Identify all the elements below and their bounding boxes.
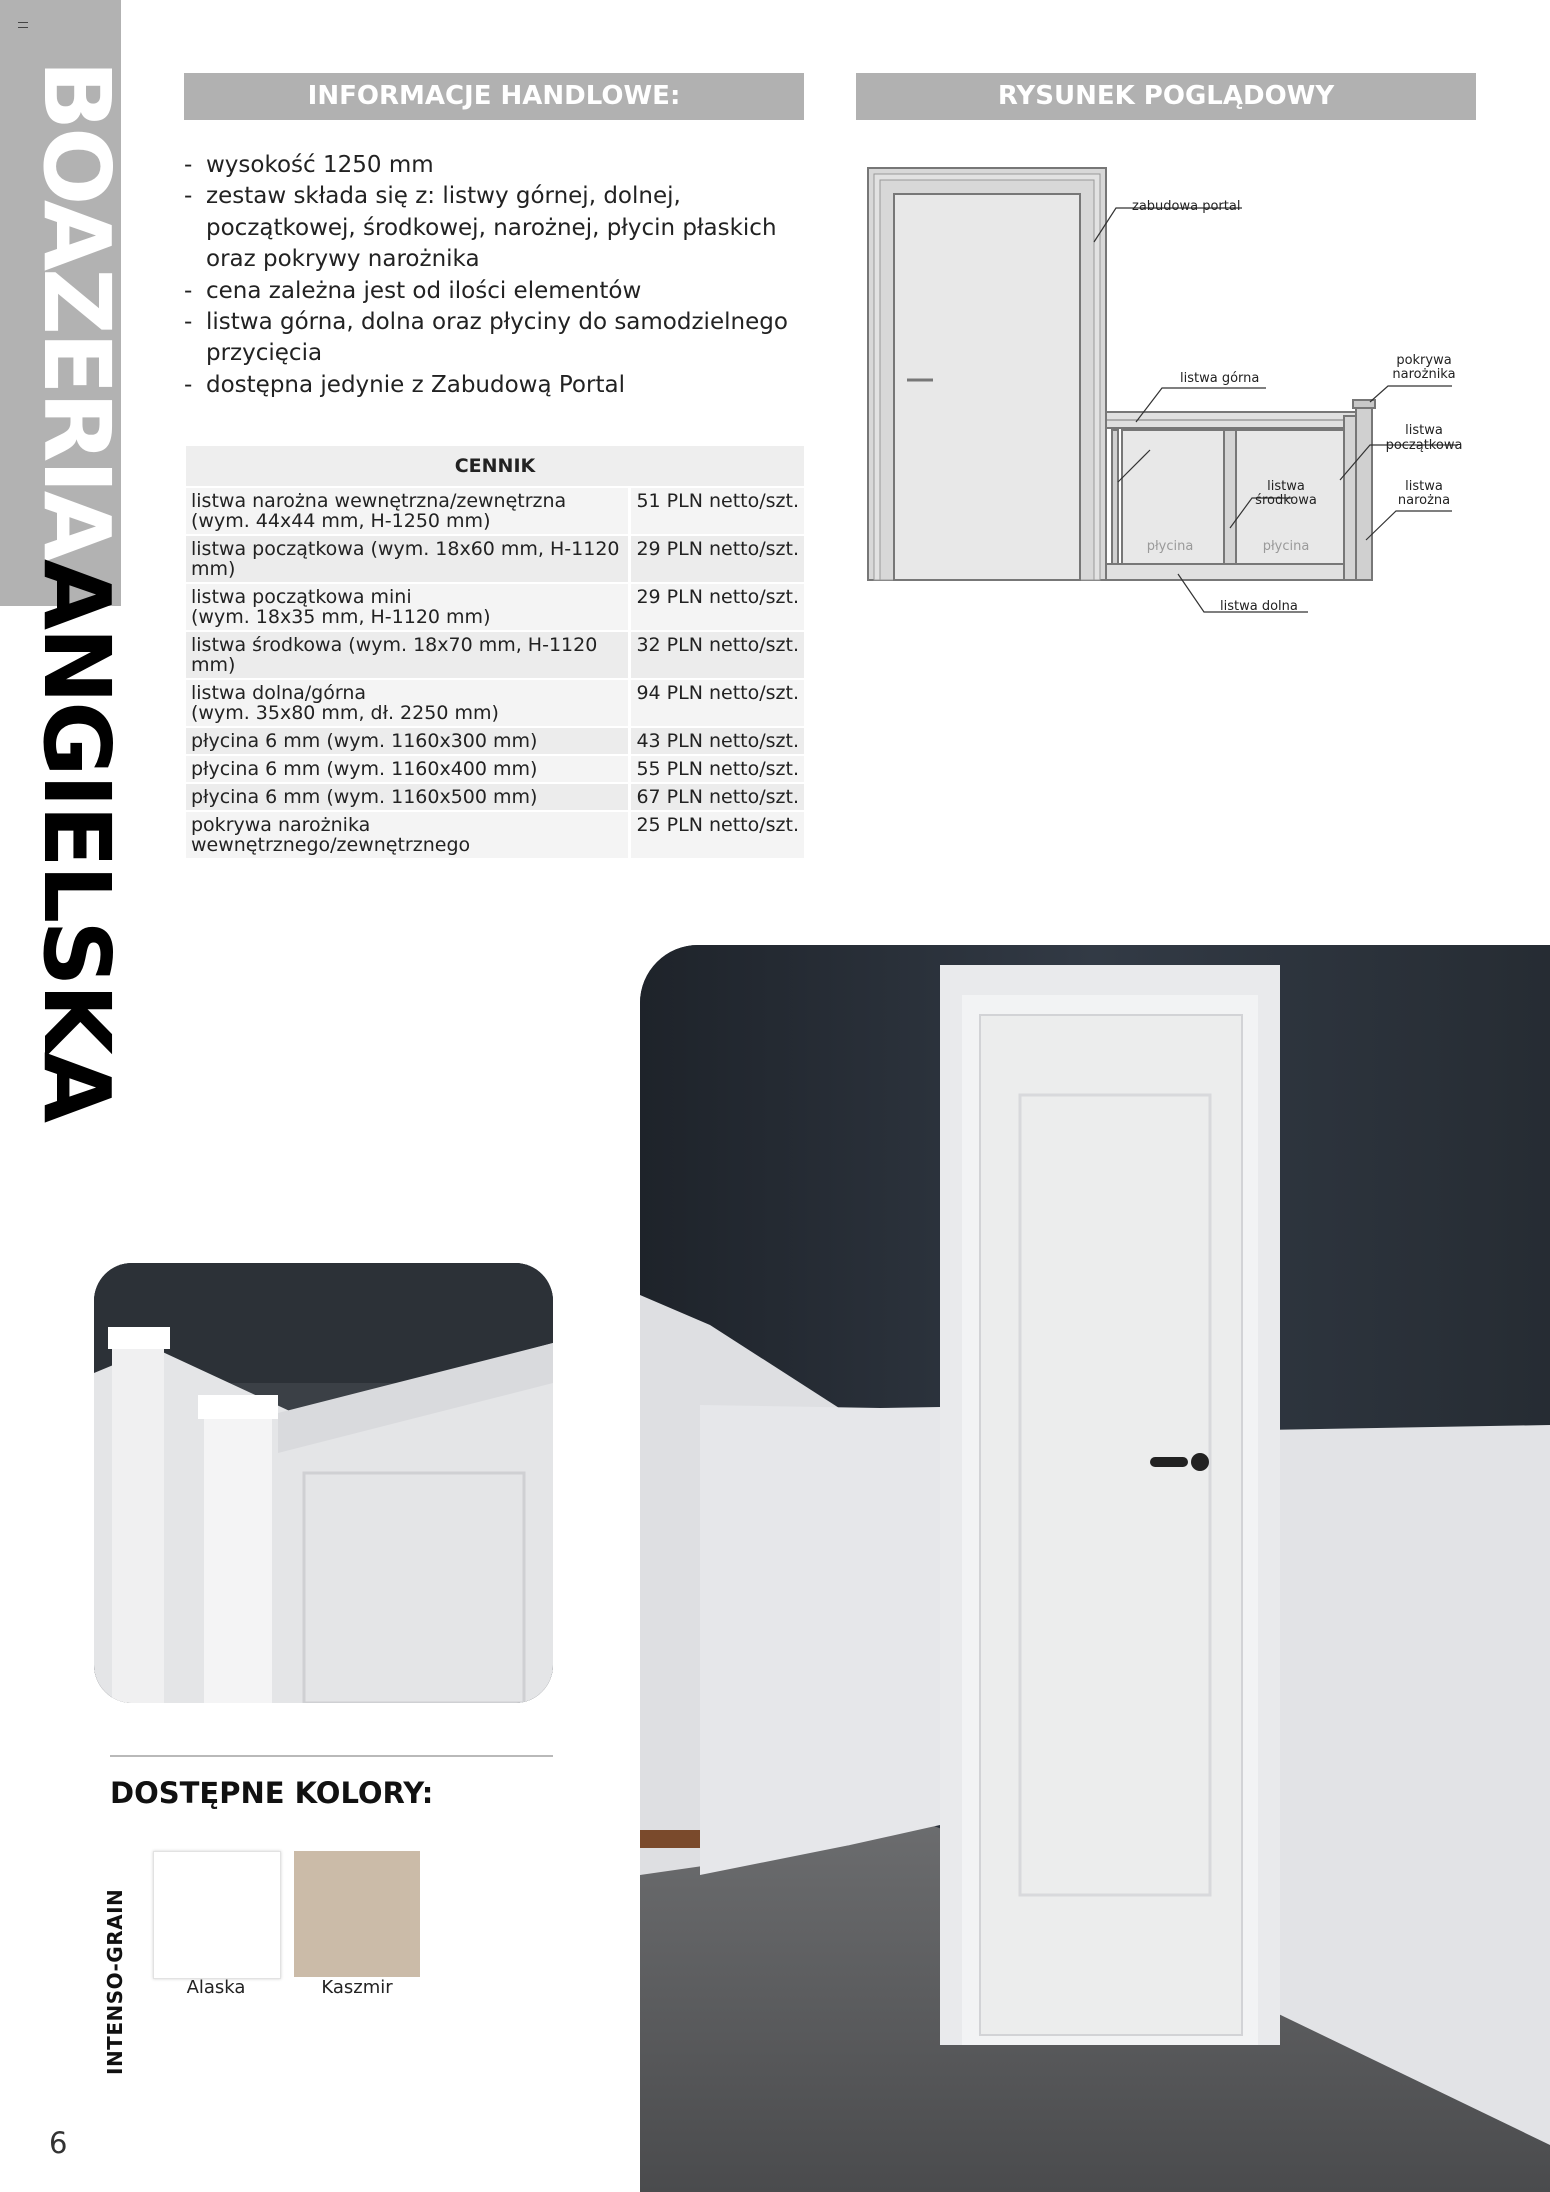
price-table — [186, 444, 804, 860]
color-swatch-alaska[interactable] — [153, 1851, 281, 1979]
table-row — [186, 632, 804, 678]
info-line: - cena zależna jest od ilości elementów — [184, 276, 804, 307]
item-price: 94 PLN netto/szt. — [628, 680, 804, 726]
price-item — [186, 536, 628, 582]
side-title-word-2: ANGIELSKA — [23, 558, 130, 1121]
table-row — [186, 584, 804, 630]
price-item — [186, 784, 628, 810]
color-line-label: INTENSO-GRAIN — [103, 1888, 127, 2075]
table-row — [186, 536, 804, 582]
price-item — [186, 812, 628, 858]
menu-mark-icon — [18, 22, 28, 28]
table-row — [186, 488, 804, 534]
item-price: 32 PLN netto/szt. — [628, 632, 804, 678]
side-title-word-1: BOAZERIA — [23, 60, 130, 559]
item-price: 29 PLN netto/szt. — [628, 536, 804, 582]
label-pokrywa-2: narożnika — [1392, 367, 1456, 382]
item-name: płycina 6 mm (wym. 1160x400 mm) — [191, 758, 538, 780]
label-srodkowa-1: listwa — [1267, 479, 1305, 494]
item-dim: (wym. 18x35 mm, H-1120 mm) — [191, 606, 491, 628]
color-swatch-kaszmir[interactable] — [294, 1851, 420, 1977]
label-pokrywa-1: pokrywa — [1396, 353, 1452, 368]
door-frame — [868, 168, 1106, 580]
info-line: - zestaw składa się z: listwy górnej, dolnej, początkowej, środkowej, narożnej, płycin płaskich oraz pokrywy narożnika — [184, 181, 804, 275]
label-plycina: płycina — [1146, 539, 1194, 554]
price-item — [186, 728, 628, 754]
item-name: pokrywa narożnika — [191, 814, 371, 836]
item-name: listwa środkowa (wym. 18x70 mm, H-1120 mm) — [191, 634, 598, 676]
price-item — [186, 488, 628, 534]
price-item — [186, 680, 628, 726]
item-price: 67 PLN netto/szt. — [628, 784, 804, 810]
label-dolna: listwa dolna — [1220, 599, 1298, 614]
table-row — [186, 756, 804, 782]
info-heading: INFORMACJE HANDLOWE: — [184, 73, 804, 120]
item-name: listwa narożna wewnętrzna/zewnętrzna — [191, 490, 567, 512]
price-item — [186, 756, 628, 782]
table-row — [186, 728, 804, 754]
color-name-kaszmir: Kaszmir — [321, 1977, 393, 1998]
item-price: 25 PLN netto/szt. — [628, 812, 804, 858]
label-srodkowa-2: środkowa — [1255, 493, 1317, 508]
table-row — [186, 784, 804, 810]
item-name: płycina 6 mm (wym. 1160x500 mm) — [191, 786, 538, 808]
item-price: 51 PLN netto/szt. — [628, 488, 804, 534]
interior-photo — [640, 945, 1550, 2192]
side-title — [23, 60, 130, 1200]
item-price: 43 PLN netto/szt. — [628, 728, 804, 754]
label-zabudowa: zabudowa portal — [1132, 199, 1241, 214]
label-poczatkowa-1: listwa — [1405, 423, 1443, 438]
label-narozna-2: narożna — [1397, 493, 1451, 508]
item-price: 29 PLN netto/szt. — [628, 584, 804, 630]
price-item — [186, 584, 628, 630]
color-name-alaska: Alaska — [186, 1977, 246, 1998]
label-poczatkowa-2: początkowa — [1385, 438, 1463, 453]
divider — [110, 1755, 553, 1757]
label-plycina: płycina — [1262, 539, 1310, 554]
label-narozna-1: listwa — [1405, 479, 1443, 494]
item-name: płycina 6 mm (wym. 1160x300 mm) — [191, 730, 538, 752]
item-dim: (wym. 35x80 mm, dł. 2250 mm) — [191, 702, 499, 724]
colors-heading: DOSTĘPNE KOLORY: — [110, 1776, 434, 1810]
item-price: 55 PLN netto/szt. — [628, 756, 804, 782]
table-row — [186, 680, 804, 726]
item-name: listwa początkowa (wym. 18x60 mm, H-1120 mm) — [191, 538, 620, 580]
price-table-heading: CENNIK — [186, 446, 804, 486]
price-item — [186, 632, 628, 678]
item-dim: (wym. 44x44 mm, H-1250 mm) — [191, 510, 491, 532]
technical-drawing — [860, 160, 1500, 640]
drawing-labels — [1132, 199, 1462, 614]
table-row — [186, 812, 804, 858]
page-number: 6 — [49, 2126, 68, 2160]
info-list — [184, 150, 804, 401]
info-line: - wysokość 1250 mm — [184, 150, 804, 181]
item-name: listwa dolna/górna — [191, 682, 367, 704]
info-line: - listwa górna, dolna oraz płyciny do samodzielnego przycięcia — [184, 307, 804, 370]
drawing-heading: RYSUNEK POGLĄDOWY — [856, 73, 1476, 120]
info-line: - dostępna jedynie z Zabudową Portal — [184, 370, 804, 401]
label-gorna: listwa górna — [1180, 371, 1260, 386]
item-name: listwa początkowa mini — [191, 586, 412, 608]
item-dim: wewnętrznego/zewnętrznego — [191, 834, 471, 856]
corner-detail-photo — [94, 1263, 553, 1703]
